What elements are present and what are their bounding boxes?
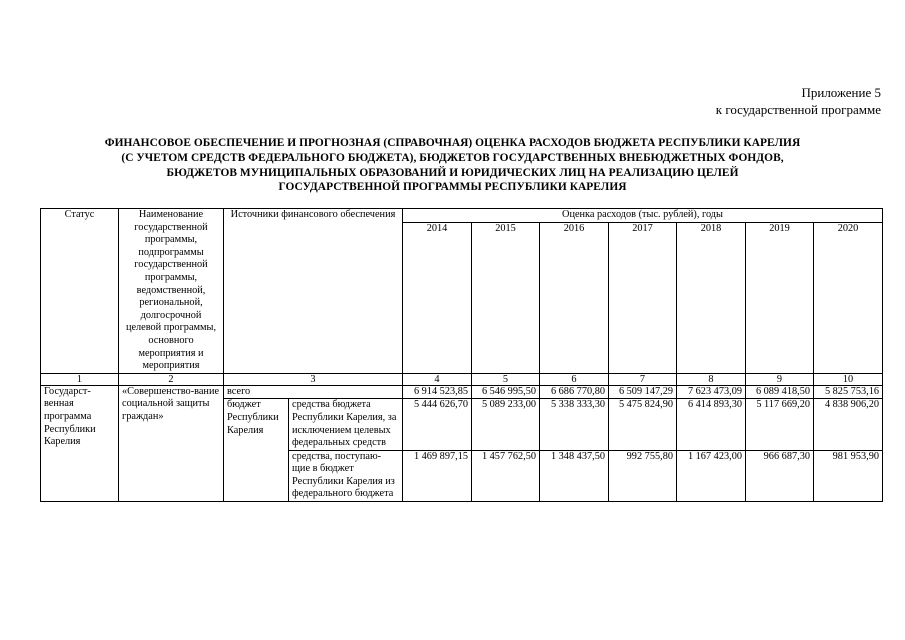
header-year: 2014 bbox=[403, 222, 472, 373]
header-year: 2016 bbox=[540, 222, 609, 373]
value-cell: 5 338 333,30 bbox=[540, 399, 609, 450]
column-number: 1 bbox=[41, 373, 119, 385]
appendix-line-1: Приложение 5 bbox=[801, 85, 881, 100]
program-name-cell: «Совершенство-вание социальной защиты граждан» bbox=[119, 385, 224, 501]
value-cell: 6 686 770,80 bbox=[540, 385, 609, 399]
table-row-total bbox=[41, 385, 883, 399]
column-number: 10 bbox=[814, 373, 883, 385]
title-line-1: ФИНАНСОВОЕ ОБЕСПЕЧЕНИЕ И ПРОГНОЗНАЯ (СПРАВОЧНАЯ) ОЦЕНКА РАСХОДОВ БЮДЖЕТА РЕСПУБЛИКИ КАРЕЛИЯ bbox=[104, 137, 801, 149]
title-line-3: БЮДЖЕТОВ МУНИЦИПАЛЬНЫХ ОБРАЗОВАНИЙ И ЮРИДИЧЕСКИХ ЛИЦ НА РЕАЛИЗАЦИЮ ЦЕЛЕЙ bbox=[166, 166, 739, 179]
value-cell: 6 546 995,50 bbox=[472, 385, 540, 399]
value-cell: 4 838 906,20 bbox=[814, 399, 883, 450]
value-cell: 981 953,90 bbox=[814, 450, 883, 501]
document-title bbox=[40, 136, 865, 195]
column-number: 6 bbox=[540, 373, 609, 385]
value-cell: 6 414 893,30 bbox=[677, 399, 746, 450]
appendix-note bbox=[716, 84, 881, 118]
source-own-funds-label: средства бюджета Республики Карелия, за исключением целевых федеральных средств bbox=[289, 399, 403, 450]
column-number: 4 bbox=[403, 373, 472, 385]
header-name: Наименование государственной программы, подпрограммы государственной программы, ведомственной, региональной, долгосрочной целевой программы, основного мероприятия и мероприятия bbox=[119, 209, 224, 374]
header-year: 2019 bbox=[746, 222, 814, 373]
value-cell: 1 457 762,50 bbox=[472, 450, 540, 501]
source-federal-funds-label: средства, поступаю-щие в бюджет Республики Карелия из федерального бюджета bbox=[289, 450, 403, 501]
budget-label-cell: бюджет Республики Карелия bbox=[224, 399, 289, 502]
value-cell: 1 348 437,50 bbox=[540, 450, 609, 501]
column-number: 7 bbox=[609, 373, 677, 385]
value-cell: 6 089 418,50 bbox=[746, 385, 814, 399]
value-cell: 992 755,80 bbox=[609, 450, 677, 501]
finance-table bbox=[40, 208, 883, 502]
value-cell: 5 825 753,16 bbox=[814, 385, 883, 399]
header-year: 2015 bbox=[472, 222, 540, 373]
header-status: Статус bbox=[41, 209, 119, 374]
value-cell: 966 687,30 bbox=[746, 450, 814, 501]
column-number: 2 bbox=[119, 373, 224, 385]
value-cell: 7 623 473,09 bbox=[677, 385, 746, 399]
value-cell: 6 914 523,85 bbox=[403, 385, 472, 399]
value-cell: 6 509 147,29 bbox=[609, 385, 677, 399]
title-line-4: ГОСУДАРСТВЕННОЙ ПРОГРАММЫ РЕСПУБЛИКИ КАРЕЛИЯ bbox=[278, 181, 627, 194]
value-cell: 5 444 626,70 bbox=[403, 399, 472, 450]
header-year: 2017 bbox=[609, 222, 677, 373]
header-year: 2020 bbox=[814, 222, 883, 373]
column-number: 5 bbox=[472, 373, 540, 385]
appendix-line-2: к государственной программе bbox=[715, 102, 881, 117]
status-cell: Государст-венная программа Республики Карелия bbox=[41, 385, 119, 501]
column-number: 8 bbox=[677, 373, 746, 385]
value-cell: 5 117 669,20 bbox=[746, 399, 814, 450]
column-number: 3 bbox=[224, 373, 403, 385]
title-line-2: (С УЧЕТОМ СРЕДСТВ ФЕДЕРАЛЬНОГО БЮДЖЕТА), БЮДЖЕТОВ ГОСУДАРСТВЕННЫХ ВНЕБЮДЖЕТНЫХ ФОНДОВ, bbox=[121, 151, 784, 164]
value-cell: 1 167 423,00 bbox=[677, 450, 746, 501]
header-estimate: Оценка расходов (тыс. рублей), годы bbox=[403, 209, 883, 223]
header-sources: Источники финансового обеспечения bbox=[224, 209, 403, 374]
source-total-label: всего bbox=[224, 385, 403, 399]
value-cell: 5 475 824,90 bbox=[609, 399, 677, 450]
column-number: 9 bbox=[746, 373, 814, 385]
header-year: 2018 bbox=[677, 222, 746, 373]
value-cell: 1 469 897,15 bbox=[403, 450, 472, 501]
value-cell: 5 089 233,00 bbox=[472, 399, 540, 450]
